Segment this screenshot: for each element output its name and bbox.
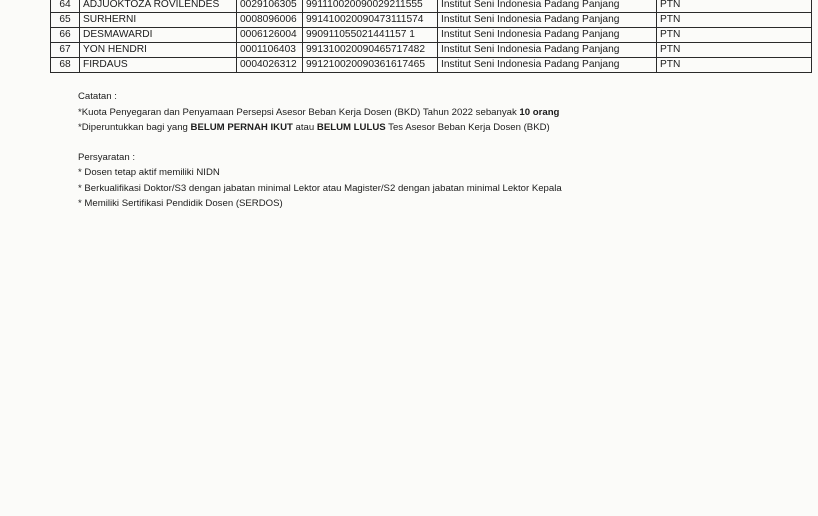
requirement-item: * Dosen tetap aktif memiliki NIDN [78, 167, 220, 178]
registration-number: 991210020090361617465 [303, 58, 438, 73]
nidn: 0004026312 [237, 58, 303, 73]
institution-type: PTN [657, 58, 812, 73]
institution: Institut Seni Indonesia Padang Panjang [438, 13, 657, 28]
eligibility-bold-1: BELUM PERNAH IKUT [190, 122, 293, 133]
lecturer-name: FIRDAUS [80, 58, 237, 73]
institution: Institut Seni Indonesia Padang Panjang [438, 58, 657, 73]
table-row [51, 43, 812, 58]
institution: Institut Seni Indonesia Padang Panjang [438, 43, 657, 58]
registration-number: 991310020090465717482 [303, 43, 438, 58]
assessor-table [50, 0, 812, 73]
institution: Institut Seni Indonesia Padang Panjang [438, 28, 657, 43]
table-row [51, 0, 812, 13]
institution-type: PTN [657, 43, 812, 58]
row-number: 68 [51, 58, 80, 73]
notes-title: Catatan : [78, 91, 117, 102]
nidn: 0006126004 [237, 28, 303, 43]
registration-number: 991410020090473111574 [303, 13, 438, 28]
section-gap [78, 136, 562, 150]
requirement-item: * Memiliki Sertifikasi Pendidik Dosen (SERDOS) [78, 198, 283, 209]
eligibility-text-3: Tes Asesor Beban Kerja Dosen (BKD) [385, 122, 550, 133]
nidn: 0008096006 [237, 13, 303, 28]
eligibility-text-2: atau [292, 122, 317, 133]
lecturer-name: SURHERNI [80, 13, 237, 28]
lecturer-name: YON HENDRI [80, 43, 237, 58]
requirement-item: * Berkualifikasi Doktor/S3 dengan jabatan minimal Lektor atau Magister/S2 dengan jabatan minimal Lektor Kepala [78, 182, 562, 194]
institution-type: PTN [657, 0, 812, 13]
nidn: 0029106305 [237, 0, 303, 13]
eligibility-bold-2: BELUM LULUS [316, 122, 386, 133]
registration-number: 991110020090029211555 [303, 0, 438, 13]
institution-type: PTN [657, 13, 812, 28]
row-number: 66 [51, 28, 80, 43]
notes-section [78, 89, 562, 212]
lecturer-name: DESMAWARDI [80, 28, 237, 43]
nidn: 0001106403 [237, 43, 303, 58]
registration-number: 990911055021441157 1 [303, 28, 438, 43]
lecturer-name: ADJUOKTOZA ROVILENDES [80, 0, 237, 13]
row-number: 64 [51, 0, 80, 13]
table-row [51, 58, 812, 73]
row-number: 65 [51, 13, 80, 28]
institution: Institut Seni Indonesia Padang Panjang [438, 0, 657, 13]
quota-note [78, 105, 562, 121]
eligibility-note [78, 120, 562, 136]
institution-type: PTN [657, 28, 812, 43]
table-row [51, 13, 812, 28]
quota-count: 10 orang [519, 106, 560, 118]
quota-note-text: *Kuota Penyegaran dan Penyamaan Persepsi Asesor Beban Kerja Dosen (BKD) Tahun 2022 sebanyak [78, 106, 520, 118]
table-row [51, 28, 812, 43]
eligibility-text-1: *Diperuntukkan bagi yang [78, 122, 191, 133]
requirements-title: Persyaratan : [78, 151, 136, 163]
row-number: 67 [51, 43, 80, 58]
